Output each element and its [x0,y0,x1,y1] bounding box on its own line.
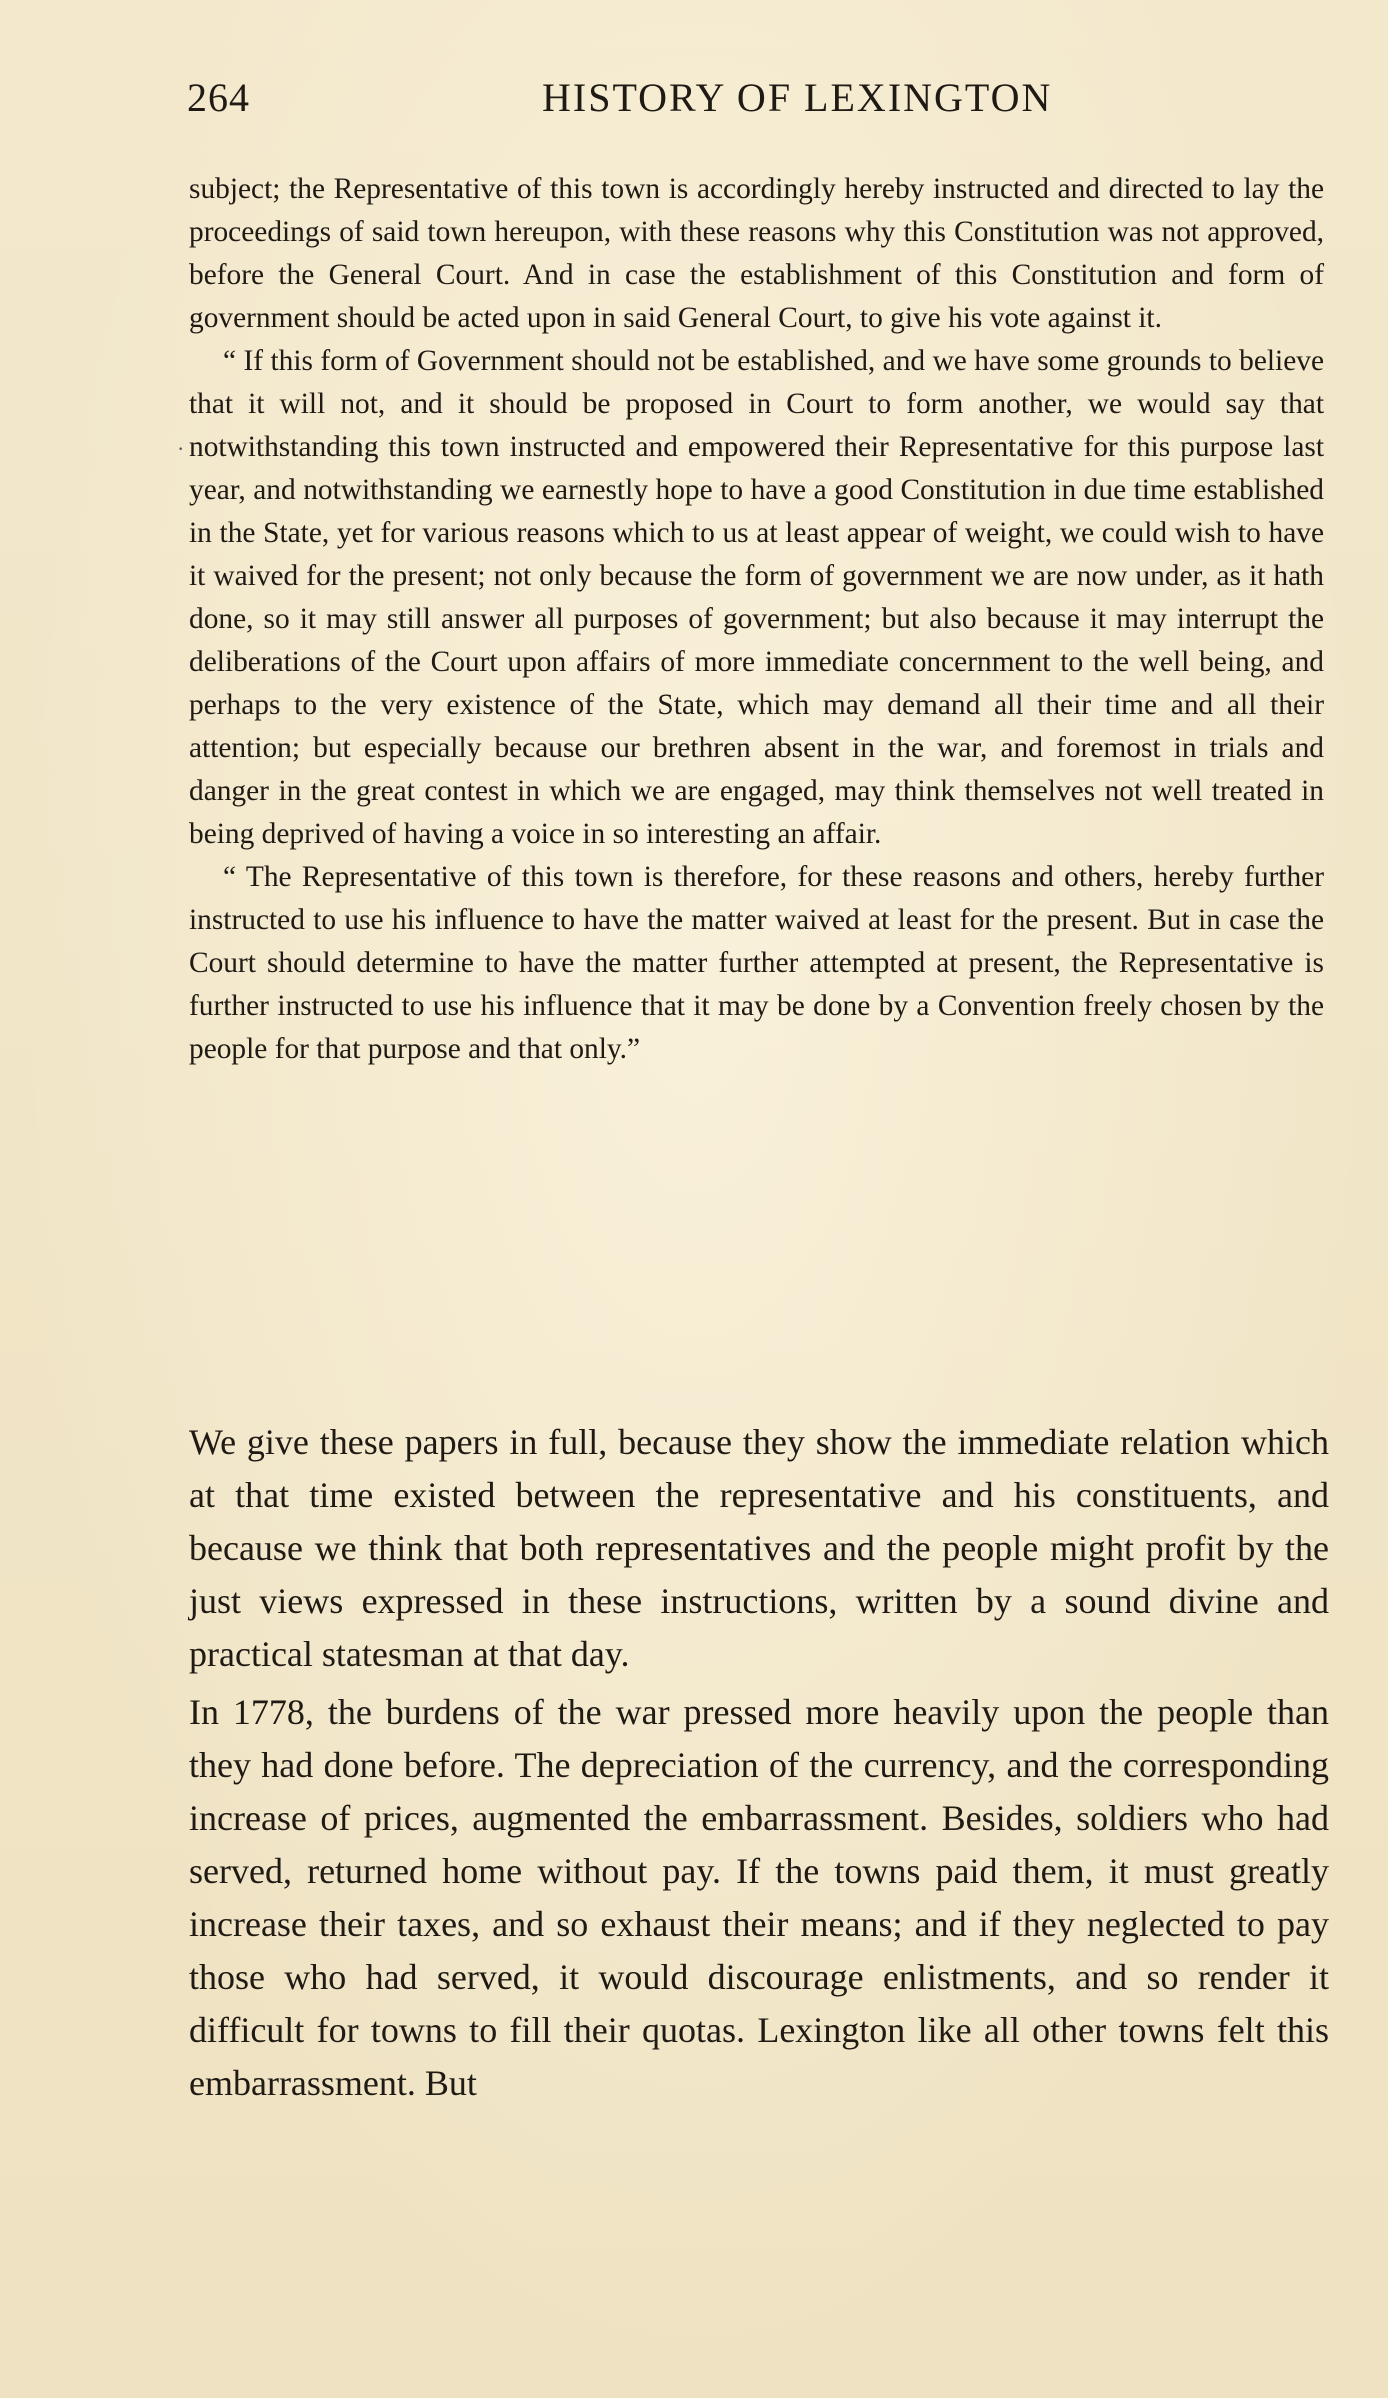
body-text [189,1416,1329,2115]
quote-paragraph-1: subject; the Representative of this town is accordingly hereby instructed and directed to lay the proceedings of said town hereupon, with these reasons why this Constitution was not approved, before the General Court. And in case the establishment of this Constitution and form of government should be acted upon in said General Court, to give his vote against it. [189,173,1324,334]
running-title: HISTORY OF LEXINGTON [542,75,1053,120]
quote-paragraph-2: “ If this form of Government should not be established, and we have some grounds to believe that it will not, and it should be proposed in Court to form another, we would say that notwithstanding this town instructed and empowered their Representative for this purpose last year, and notwithstanding we earnestly hope to have a good Constitution in due time established in the State, yet for various reasons which to us at least appear of weight, we could wish to have it waived for the present; not only because the form of government we are now under, as it hath done, so it may still answer all purposes of government; but also because it may interrupt the deliberations of the Court upon affairs of more immediate concernment to the well being, and perhaps to the very existence of the State, which may demand all their time and all their attention; but especially because our brethren absent in the war, and foremost in trials and danger in the great contest in which we are engaged, may think themselves not well treated in being deprived of having a voice in so interesting an affair. [189,345,1324,850]
margin-dot: · [177,436,185,461]
quote-paragraph-3: “ The Representative of this town is therefore, for these reasons and others, hereby further instructed to use his influence to have the matter waived at least for the present. But in case the Court should determine to have the matter further attempted at present, the Representative is further instructed to use his influence that it may be done by a Convention freely chosen by the people for that purpose and that only.” [189,861,1324,1065]
quoted-instructions [189,168,1324,1071]
page-number: 264 [187,75,250,120]
body-paragraph-2: In 1778, the burdens of the war pressed more heavily upon the people than they had done before. The depreciation of the currency, and the corresponding increase of prices, augmented the embarrassment. Besides, soldiers who had served, returned home without pay. If the towns paid them, it must greatly increase their taxes, and so exhaust their means; and if they neglected to pay those who had served, it would discourage enlistments, and so render it difficult for towns to fill their quotas. Lexington like all other towns felt this embarrassment. But [189,1692,1329,2103]
page-header [187,74,1327,134]
body-paragraph-1: We give these papers in full, because they show the immediate relation which at that time existed between the representative and his constituents, and because we think that both representatives and the people might profit by the just views expressed in these instructions, written by a sound divine and practical statesman at that day. [189,1422,1329,1674]
